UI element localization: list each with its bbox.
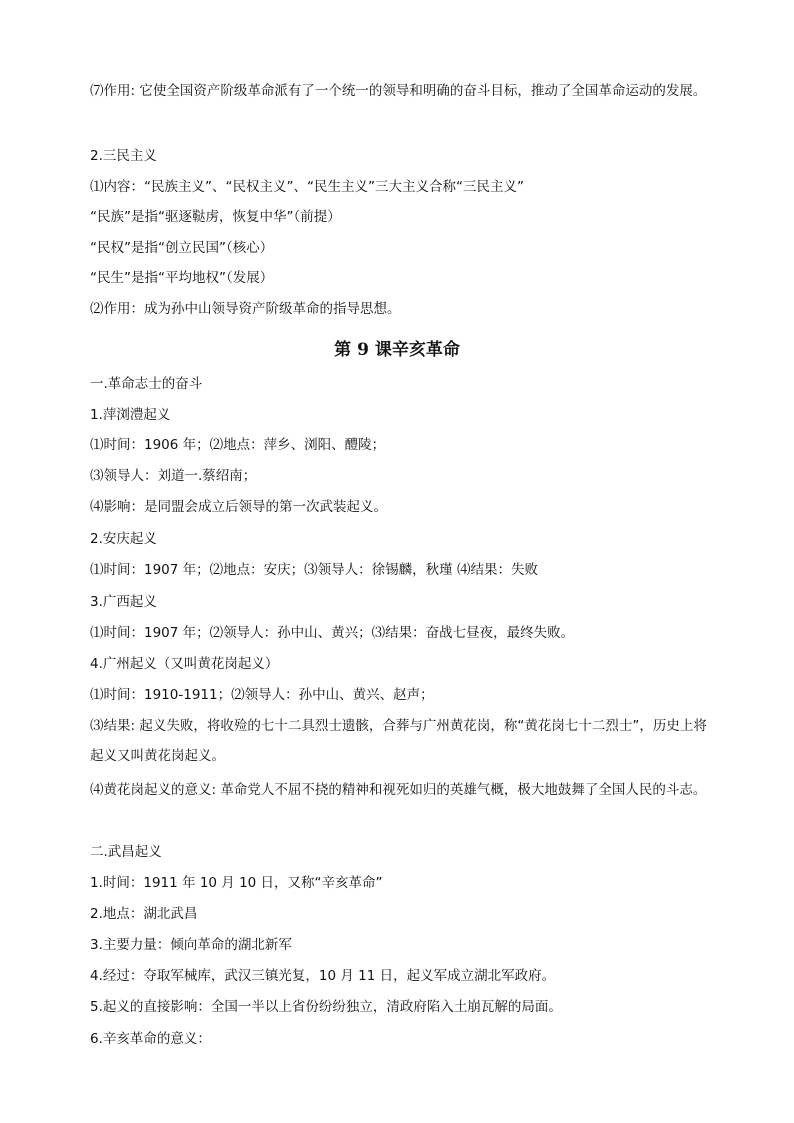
minzu-line: “民族”是指“驱逐鞑虏，恢复中华”（前提） — [90, 209, 341, 225]
huanghuagang-meaning: ⑷黄花岗起义的意义: 革命党人不屈不挠的精神和视死如归的英雄气概，极大地鼓舞了全国人民的斗志。 — [90, 782, 707, 798]
pingliuli-time-place: ⑴时间：1906 年；⑵地点：萍乡、浏阳、醴陵； — [90, 437, 386, 453]
pingliuli-title: 1.萍浏澧起义 — [90, 407, 171, 423]
wuchang-direct-impact: 5.起义的直接影响：全国一半以上省份纷纷独立，清政府陷入土崩瓦解的局面。 — [90, 999, 562, 1015]
sanmin-effect: ⑵作用：成为孙中山领导资产阶级革命的指导思想。 — [90, 301, 401, 317]
anqing-title: 2.安庆起义 — [90, 531, 157, 547]
xinhai-significance: 6.辛亥革命的意义： — [90, 1031, 211, 1047]
guangxi-detail: ⑴时间：1907 年；⑵领导人：孙中山、黄兴；⑶结果：奋战七昼夜，最终失败。 — [90, 625, 575, 641]
sanmin-content: ⑴内容：“民族主义”、“民权主义”、“民生主义”三大主义合称“三民主义” — [90, 179, 524, 195]
effect-paragraph: ⑺作用: 它使全国资产阶级革命派有了一个统一的领导和明确的奋斗目标，推动了全国革命运动的发展。 — [90, 83, 707, 99]
anqing-detail: ⑴时间：1907 年；⑵地点：安庆；⑶领导人：徐锡麟，秋瑾 ⑷结果：失败 — [90, 562, 538, 578]
guangzhou-title: 4.广州起义（又叫黄花岗起义） — [90, 656, 279, 672]
minquan-line: “民权”是指“创立民国”（核心） — [90, 240, 274, 256]
wuchang-place: 2.地点：湖北武昌 — [90, 906, 198, 922]
wuchang-force: 3.主要力量：倾向革命的湖北新军 — [90, 937, 292, 953]
minsheng-line: “民生”是指“平均地权”（发展） — [90, 270, 274, 286]
pingliuli-leaders: ⑶领导人：刘道一.蔡绍南； — [90, 468, 257, 484]
guangxi-title: 3.广西起义 — [90, 594, 157, 610]
part1-title: 一.革命志士的奋斗 — [90, 376, 203, 392]
pingliuli-impact: ⑷影响：是同盟会成立后领导的第一次武装起义。 — [90, 499, 387, 515]
wuchang-process: 4.经过：夺取军械库，武汉三镇光复，10 月 11 日，起义军成立湖北军政府。 — [90, 968, 556, 984]
part2-title: 二.武昌起义 — [90, 844, 162, 860]
lesson-title: 第 9 课辛亥革命 — [334, 340, 460, 360]
sanmin-title: 2.三民主义 — [90, 148, 157, 164]
wuchang-time: 1.时间：1911 年 10 月 10 日，又称“辛亥革命” — [90, 875, 383, 891]
guangzhou-result: ⑶结果: 起义失败，将收殓的七十二具烈士遗骸，合葬与广州黄花岗，称“黄花岗七十二烈士”，历史上将起义又叫黄花岗起义。 — [90, 718, 707, 764]
guangzhou-time-leaders: ⑴时间：1910-1911；⑵领导人：孙中山、黄兴、赵声； — [90, 687, 434, 703]
